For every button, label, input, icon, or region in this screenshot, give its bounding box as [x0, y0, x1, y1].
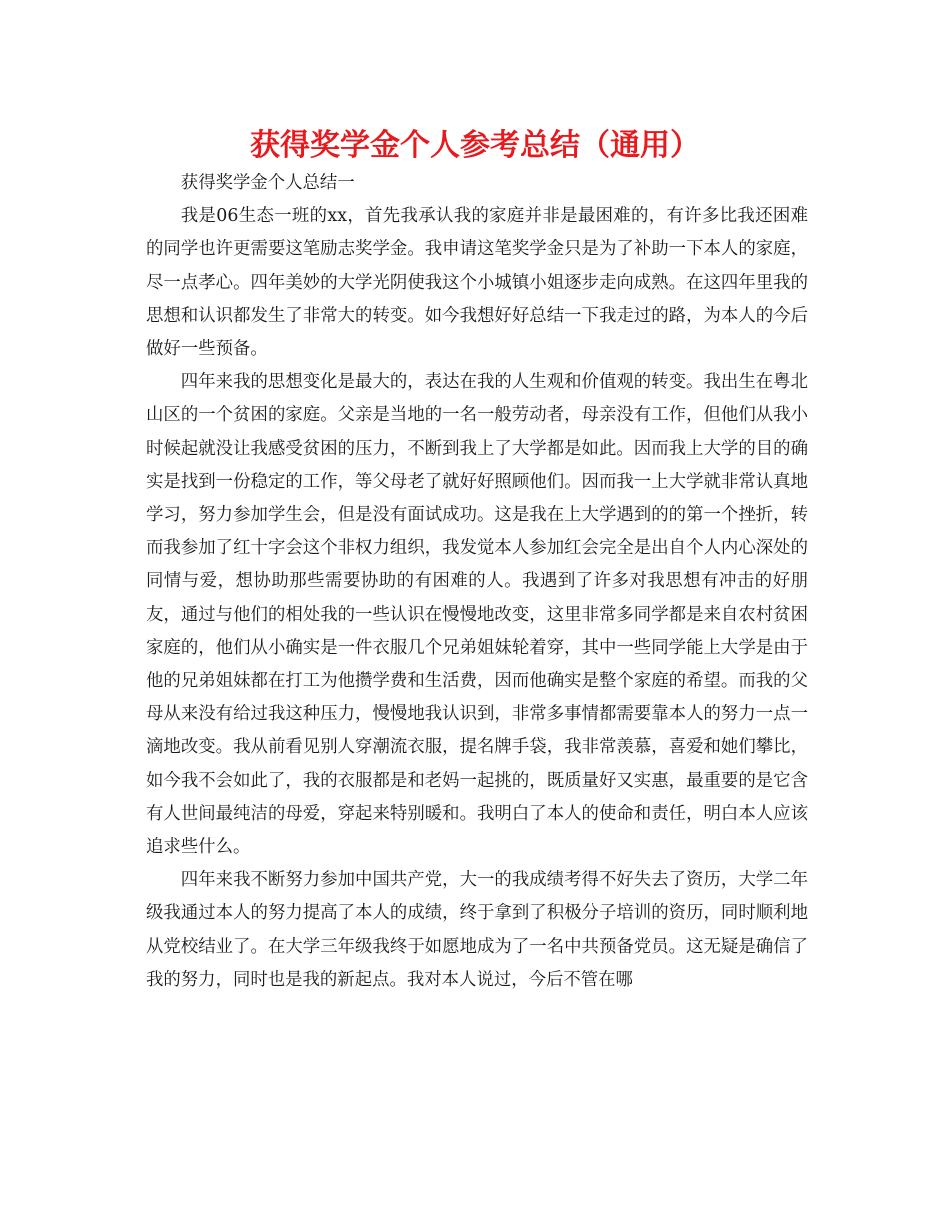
paragraph-1: 我是06生态一班的xx，首先我承认我的家庭并非是最困难的，有许多比我还困难的同学也许更需要这笔励志奖学金。我申请这笔奖学金只是为了补助一下本人的家庭，尽一点孝心。四年美妙的大学光阴使我这个小城镇小姐逐步走向成熟。在这四年里我的思想和认识都发生了非常大的转变。如今我想好好总结一下我走过的路，为本人的今后做好一些预备。: [146, 206, 808, 360]
document-body: [146, 167, 808, 997]
section-subheading: 获得奖学金个人总结一: [180, 173, 355, 193]
paragraph-2: 四年来我的思想变化是最大的，表达在我的人生观和价值观的转变。我出生在粤北山区的一个贫困的家庭。父亲是当地的一名一般劳动者，母亲没有工作，但他们从我小时候起就没让我感受贫困的压力，不断到我上了大学都是如此。因而我上大学的目的确实是找到一份稳定的工作，等父母老了就好好照顾他们。因而我一上大学就非常认真地学习，努力参加学生会，但是没有面试成功。这是我在上大学遇到的的第一个挫折，转而我参加了红十字会这个非权力组织，我发觉本人参加红会完全是出自个人内心深处的同情与爱，想协助那些需要协助的有困难的人。我遇到了许多对我思想有冲击的好朋友，通过与他们的相处我的一些认识在慢慢地改变，这里非常多同学都是来自农村贫困家庭的，他们从小确实是一件衣服几个兄弟姐妹轮着穿，其中一些同学能上大学是由于他的兄弟姐妹都在打工为他攒学费和生活费，因而他确实是整个家庭的希望。而我的父母从来没有给过我这种压力，慢慢地我认识到，非常多事情都需要靠本人的努力一点一滴地改变。我从前看见别人穿潮流衣服，提名牌手袋，我非常羡慕，喜爱和她们攀比，如今我不会如此了，我的衣服都是和老妈一起挑的，既质量好又实惠，最重要的是它含有人世间最纯洁的母爱，穿起来特别暖和。我明白了本人的使命和责任，明白本人应该追求些什么。: [146, 372, 808, 858]
paragraph-3: 四年来我不断努力参加中国共产党，大一的我成绩考得不好失去了资历，大学二年级我通过本人的努力提高了本人的成绩，终于拿到了积极分子培训的资历，同时顺利地从党校结业了。在大学三年级我终于如愿地成为了一名中共预备党员。这无疑是确信了我的努力，同时也是我的新起点。我对本人说过，今后不管在哪: [146, 870, 808, 990]
document-title: 获得奖学金个人参考总结（通用）: [250, 128, 700, 163]
